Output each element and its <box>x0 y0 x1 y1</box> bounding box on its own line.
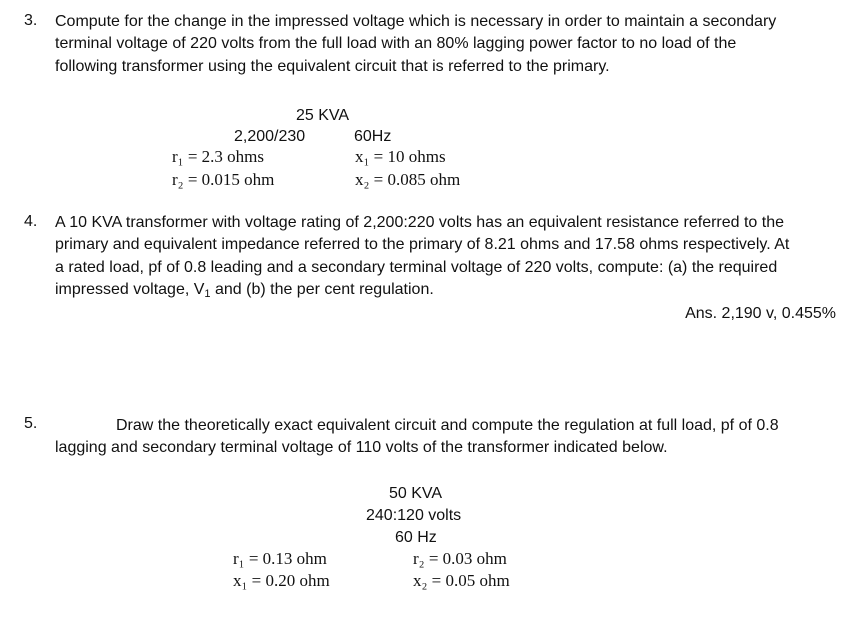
problem-3-x2: x₂ = 0.085 ohm <box>355 170 461 189</box>
problem-3-r1: r₁ = 2.3 ohms <box>172 147 265 166</box>
problem-3-voltage: 2,200/230 <box>234 128 306 145</box>
problem-5-rating: 50 KVA <box>389 485 443 502</box>
problem-4-line-1: A 10 KVA transformer with voltage rating of 2,200:220 volts has an equivalent resistance referred to the <box>55 214 785 231</box>
problem-3-x1: x₁ = 10 ohms <box>355 147 446 166</box>
problem-3-line-1: Compute for the change in the impressed voltage which is necessary in order to maintain a secondary <box>55 13 777 30</box>
problem-4-line-3: a rated load, pf of 0.8 leading and a secondary terminal voltage of 220 volts, compute: (a) the required <box>55 258 778 276</box>
problem-4-v-subscript: 1 <box>204 287 211 300</box>
problem-4-number: 4. <box>24 213 38 230</box>
problem-3-line-2: terminal voltage of 220 volts from the full load with an 80% lagging power factor to no load of the <box>55 35 737 53</box>
problem-5-line-1: Draw the theoretically exact equivalent circuit and compute the regulation at full load, pf of 0.8 <box>116 417 779 434</box>
problem-4-line-2: primary and equivalent impedance referred to the primary of 8.21 ohms and 17.58 ohms respectively. At <box>55 236 790 254</box>
problem-4-line-4 <box>55 279 835 301</box>
problem-4-line-4-start: impressed voltage, V <box>55 280 205 298</box>
problem-5-x1: x₁ = 0.20 ohm <box>233 571 330 590</box>
problem-5-frequency: 60 Hz <box>395 529 437 546</box>
problem-3-line-3: following transformer using the equivalent circuit that is referred to the primary. <box>55 57 610 75</box>
problem-5-voltage: 240:120 volts <box>366 507 462 524</box>
problem-5-x2: x₂ = 0.05 ohm <box>413 571 510 590</box>
problem-3-number: 3. <box>24 12 38 29</box>
problem-4-answer: Ans. 2,190 v, 0.455% <box>685 305 836 322</box>
problem-3-rating: 25 KVA <box>296 107 350 124</box>
problem-5-line-2: lagging and secondary terminal voltage of 110 volts of the transformer indicated below. <box>55 439 668 456</box>
problem-5-r2: r₂ = 0.03 ohm <box>413 549 507 568</box>
problem-4-text <box>55 212 835 301</box>
problem-3-text <box>55 11 835 78</box>
problem-3-r2: r₂ = 0.015 ohm <box>172 170 275 189</box>
problem-5-number: 5. <box>24 415 38 432</box>
problem-4-line-4-end: and (b) the per cent regulation. <box>210 280 434 298</box>
problem-5-r1: r₁ = 0.13 ohm <box>233 549 327 568</box>
problem-3-frequency: 60Hz <box>354 128 392 145</box>
